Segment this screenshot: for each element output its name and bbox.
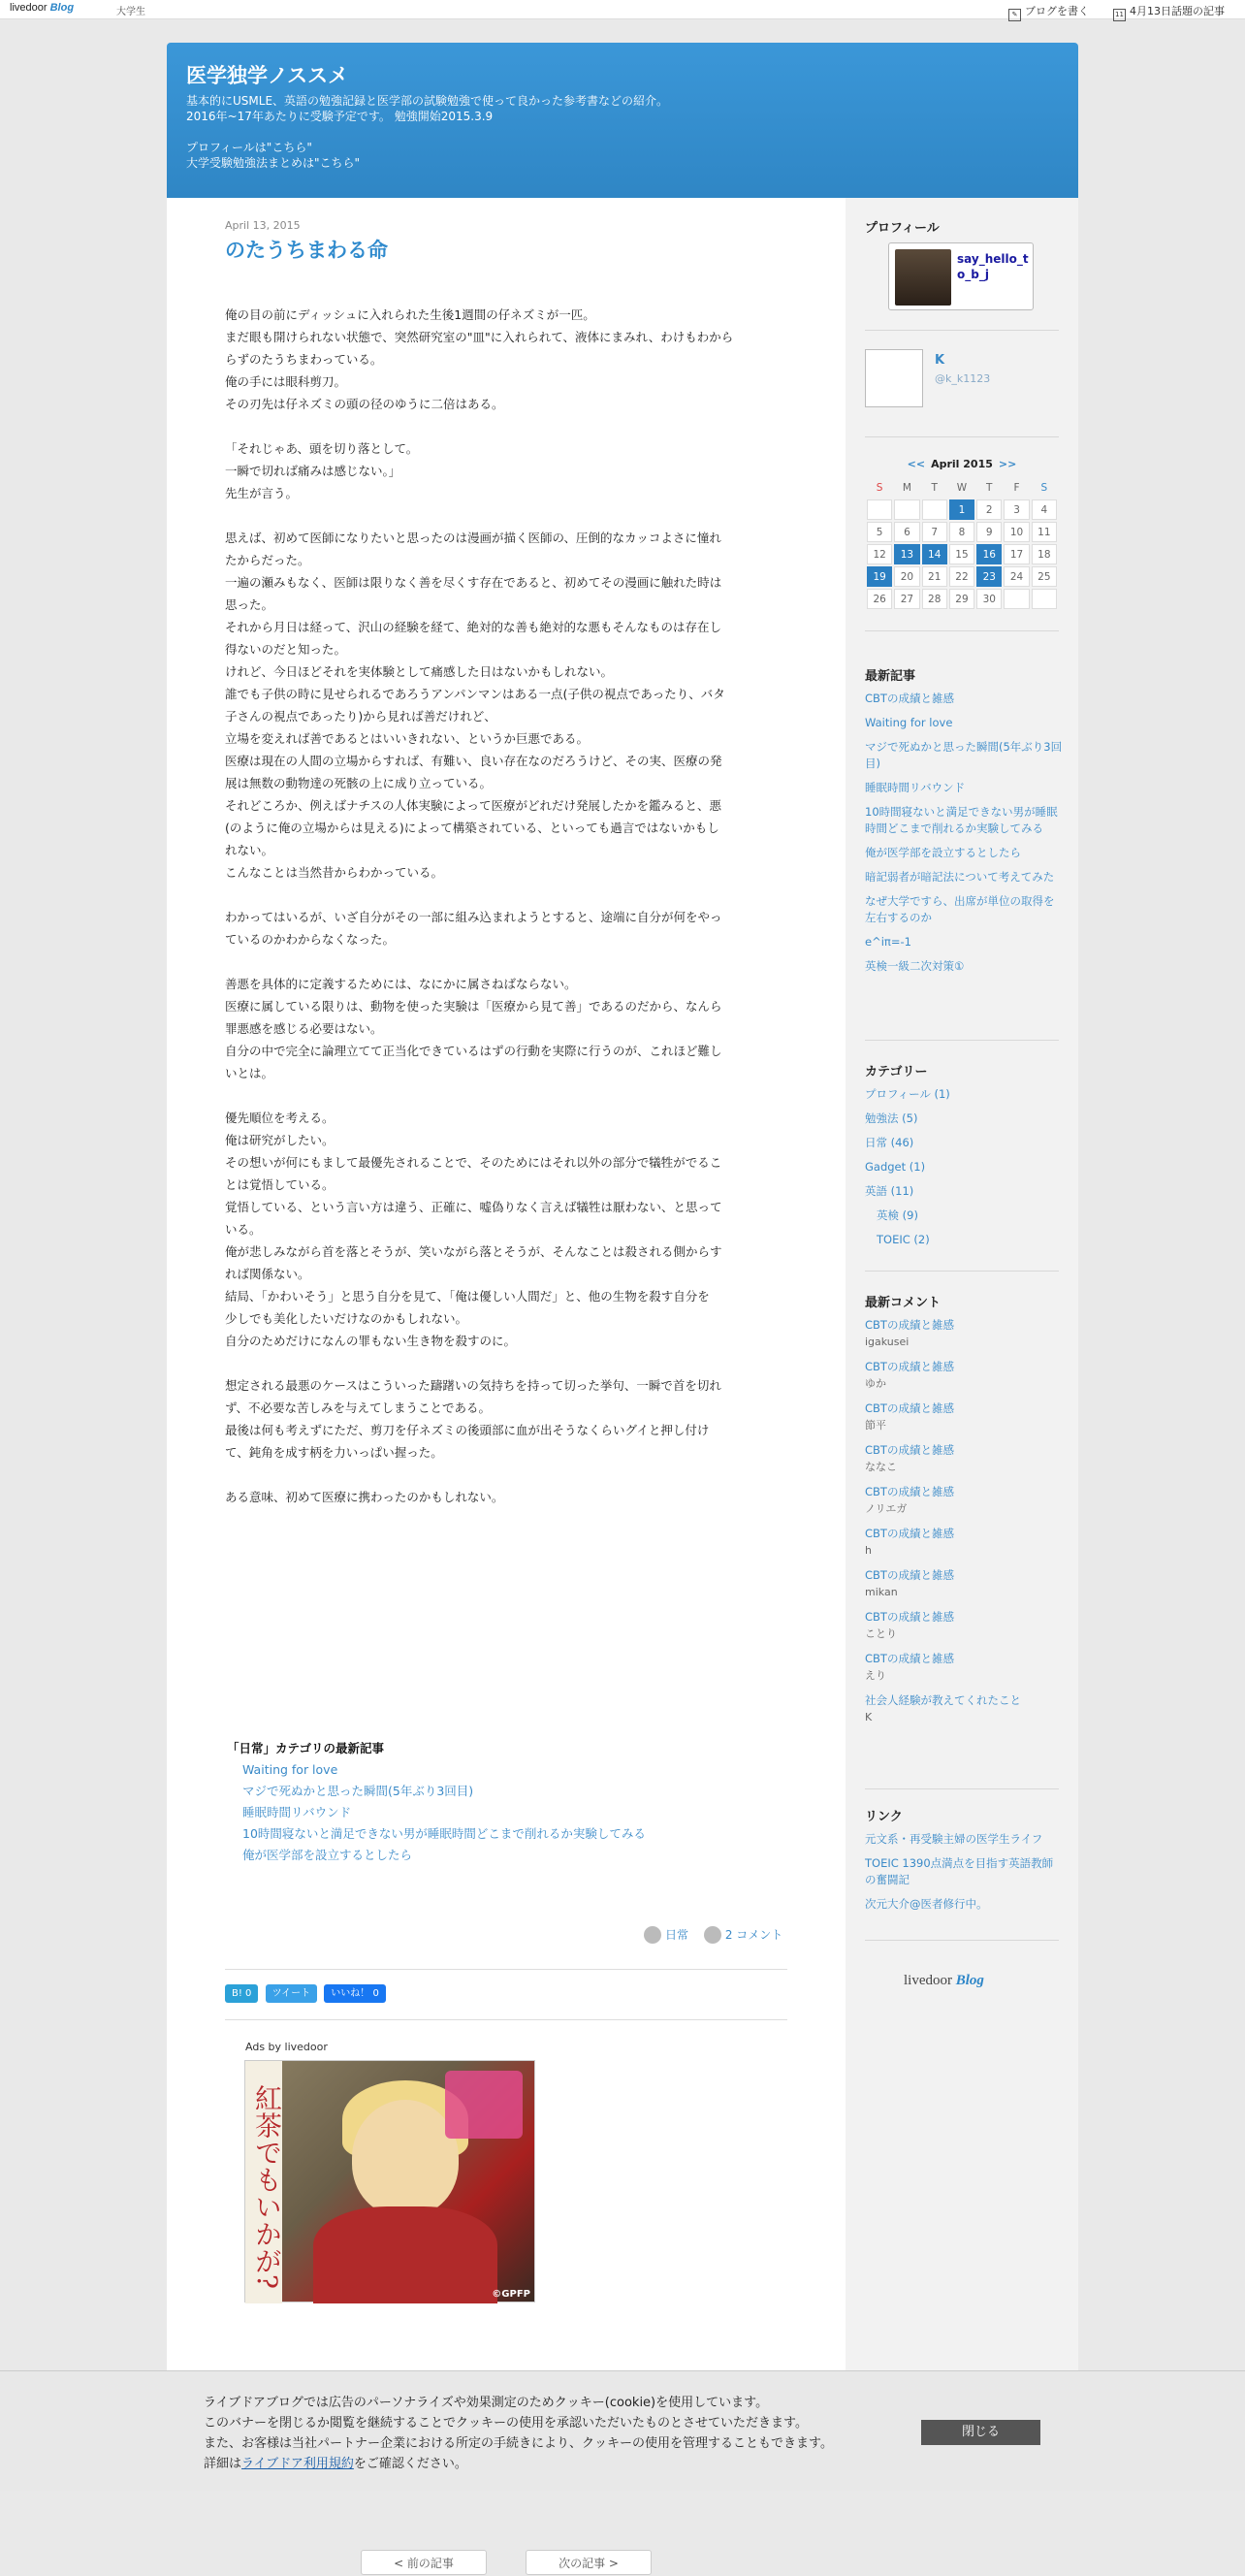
calendar-day: 2: [976, 499, 1002, 520]
divider: [225, 1969, 787, 1970]
calendar-prev-month[interactable]: <<: [907, 458, 926, 470]
post-title[interactable]: のたうちまわる命: [225, 239, 388, 262]
comment-post-link[interactable]: CBTの成績と雑感: [865, 1610, 954, 1624]
post-date: April 13, 2015: [225, 219, 301, 232]
category-link[interactable]: 勉強法 (5): [865, 1111, 918, 1125]
social-buttons: [225, 1984, 390, 2003]
recent-post-link[interactable]: 睡眠時間リバウンド: [865, 781, 966, 794]
category-link[interactable]: TOEIC (2): [877, 1233, 930, 1246]
description-line[interactable]: 大学受験勉強法まとめは"こちら": [186, 156, 361, 170]
description-line: [186, 124, 1059, 140]
calendar-day: 27: [894, 589, 919, 609]
calendar-empty: [1004, 589, 1029, 609]
category-link[interactable]: 日常: [665, 1928, 689, 1942]
comment-item: [865, 1317, 1064, 1350]
calendar-day-header: T: [931, 481, 938, 494]
calendar-day: 18: [1032, 544, 1057, 564]
calendar-icon: 11: [1113, 9, 1126, 21]
comment-post-link[interactable]: CBTの成績と雑感: [865, 1568, 954, 1582]
comments-link[interactable]: 2 コメント: [724, 1928, 783, 1942]
comment-post-link[interactable]: CBTの成績と雑感: [865, 1443, 954, 1457]
body-line: れない。: [225, 843, 274, 857]
category-heading: カテゴリー: [865, 1065, 928, 1079]
top-bar: [0, 0, 1245, 19]
calendar-day: 28: [922, 589, 947, 609]
calendar-day: 9: [976, 522, 1002, 542]
ad-illustration-face: [352, 2100, 459, 2216]
comment-icon: [704, 1926, 721, 1944]
calendar-day: 8: [949, 522, 974, 542]
related-article-link[interactable]: Waiting for love: [242, 1762, 338, 1777]
calendar-day: 7: [922, 522, 947, 542]
body-line: 一瞬で切れば痛みは感じない。」: [225, 464, 401, 478]
comment-author: igakusei: [865, 1336, 910, 1348]
links-list: [865, 1831, 1064, 1920]
hatena-bookmark-button[interactable]: B! 0: [225, 1984, 258, 2003]
calendar-day: 5: [867, 522, 892, 542]
calendar-empty: [1032, 589, 1057, 609]
body-line: 優先順位を考える。: [225, 1111, 335, 1125]
body-line: [225, 415, 787, 437]
cookie-line: このバナーを閉じるか閲覧を継続することでクッキーの使用を承認いただいたものとさせていただきます。: [204, 2416, 808, 2431]
calendar-day: 6: [894, 522, 919, 542]
category-link[interactable]: 英検 (9): [877, 1208, 918, 1222]
body-line: (のように俺の立場からは見える)によって構築されている、といっても過言ではないかもし: [225, 821, 719, 835]
body-line: その想いが何にもまして最優先されることで、そのためにはそれ以外の部分で犠牲がでるこ: [225, 1155, 722, 1170]
recent-post-link[interactable]: CBTの成績と雑感: [865, 692, 954, 705]
ad-illustration-body: [313, 2206, 497, 2303]
calendar-day[interactable]: 14: [922, 544, 947, 564]
body-line: [225, 1084, 787, 1107]
calendar-next-month[interactable]: >>: [998, 458, 1017, 470]
recent-post-link[interactable]: 10時間寝ないと満足できない男が睡眠時間どこまで削れるか実験してみる: [865, 805, 1058, 835]
body-line: [225, 504, 787, 527]
calendar-day: 3: [1004, 499, 1029, 520]
body-line: それから月日は経って、沢山の経験を経て、絶対的な善も絶対的な悪もそんなものは存在し: [225, 620, 722, 634]
body-line: らずのたうちまわっている。: [225, 352, 383, 367]
calendar-grid: [865, 475, 1059, 611]
comment-item: [865, 1442, 1064, 1475]
body-line: 「それじゃあ、頭を切り落として。: [225, 441, 419, 456]
recent-post-link[interactable]: 英検一級二次対策①: [865, 959, 965, 973]
cookie-line: ライブドアブログでは広告のパーソナライズや効果測定のためクッキー(cookie)を使用しています。: [204, 2396, 769, 2410]
calendar-day: 4: [1032, 499, 1057, 520]
profile-heading: プロフィール: [865, 221, 940, 236]
comment-item: [865, 1567, 1064, 1600]
profile-card[interactable]: [888, 242, 1034, 310]
comment-author: h: [865, 1544, 872, 1557]
ad-banner[interactable]: [244, 2060, 535, 2302]
comment-author: mikan: [865, 1586, 898, 1598]
ads-label: Ads by livedoor: [245, 2041, 328, 2053]
body-line: [225, 1352, 787, 1374]
comment-post-link[interactable]: CBTの成績と雑感: [865, 1485, 954, 1498]
comment-author: 節平: [865, 1419, 886, 1432]
user-name[interactable]: K: [935, 353, 945, 368]
next-post-button[interactable]: 次の記事 >: [526, 2550, 652, 2575]
body-line: ず、不必要な苦しみを与えてしまうことである。: [225, 1401, 492, 1415]
divider: [865, 1271, 1059, 1272]
body-line: 少しでも美化したいだけなのかもしれない。: [225, 1311, 468, 1326]
body-line: 最後は何も考えずにただ、剪刀を仔ネズミの後頭部に血が出そうなくらいグイと押し付け: [225, 1423, 710, 1437]
write-blog-link[interactable]: ✎ ブログを書く: [1008, 3, 1089, 21]
related-article-link[interactable]: 俺が医学部を設立するとしたら: [242, 1848, 413, 1862]
body-line: 医療は現在の人間の立場からすれば、有難い、良い存在なのだろうけど、その実、医療の発: [225, 754, 722, 768]
comment-item: [865, 1359, 1064, 1392]
livedoor-logo[interactable]: livedoor Blog: [10, 2, 75, 14]
links-heading: リンク: [865, 1810, 903, 1824]
calendar-day: 17: [1004, 544, 1029, 564]
calendar-day: 25: [1032, 566, 1057, 587]
blog-header: [167, 43, 1078, 198]
calendar-empty: [922, 499, 947, 520]
category-link[interactable]: プロフィール (1): [865, 1087, 950, 1101]
body-line: 善悪を具体的に定義するためには、なにかに属さねばならない。: [225, 977, 577, 991]
body-line: いる。: [225, 1222, 262, 1237]
body-line: [225, 950, 787, 973]
divider: [865, 630, 1059, 631]
body-line: て、鈍角を成す柄を力いっぱい握った。: [225, 1445, 443, 1460]
recent-post-link[interactable]: マジで死ぬかと思った瞬間(5年ぶり3回目): [865, 740, 1063, 770]
body-line: わかってはいるが、いざ自分がその一部に組み込まれようとすると、途端に自分が何をやっ: [225, 910, 722, 924]
body-line: 想定される最悪のケースはこういった躊躇いの気持ちを持って切った挙句、一瞬で首を切れ: [225, 1378, 721, 1393]
divider: [225, 2019, 787, 2020]
recent-posts-list: [865, 691, 1064, 982]
related-articles: [227, 1738, 646, 1866]
external-link[interactable]: 元文系・再受験主婦の医学生ライフ: [865, 1832, 1043, 1846]
body-line: けれど、今日ほどそれを実体験として痛感した日はないかもしれない。: [225, 664, 614, 679]
body-line: 思えば、初めて医師になりたいと思ったのは漫画が描く医師の、圧倒的なカッコよさに憧れ: [225, 531, 721, 545]
divider: [865, 1040, 1059, 1041]
calendar-day-header: W: [956, 481, 968, 494]
calendar-day: 22: [949, 566, 974, 587]
calendar-day: 21: [922, 566, 947, 587]
body-line: 自分の中で完全に論理立てて正当化できているはずの行動を実際に行うのが、これほど難し: [225, 1044, 722, 1058]
calendar-day: 26: [867, 589, 892, 609]
body-line: その刃先は仔ネズミの頭の径のゆうに二倍はある。: [225, 397, 504, 411]
comment-author: ノリエガ: [865, 1502, 908, 1515]
calendar-day: 20: [894, 566, 919, 587]
body-line: 誰でも子供の時に見せられるであろうアンパンマンはある一点(子供の視点であったり、バタ: [225, 687, 725, 701]
body-line: 思った。: [225, 597, 274, 612]
recent-post-link[interactable]: 暗記弱者が暗記法について考えてみた: [865, 870, 1055, 884]
ad-vertical-text: 紅茶でもいかが?: [245, 2061, 282, 2303]
calendar-day-header: S: [876, 481, 883, 494]
calendar-month: April 2015: [931, 458, 993, 470]
user-id[interactable]: @k_k1123: [935, 372, 991, 385]
external-link[interactable]: TOEIC 1390点満点を目指す英語教師の奮闘記: [865, 1856, 1054, 1886]
related-article-link[interactable]: 10時間寝ないと満足できない男が睡眠時間どこまで削れるか実験してみる: [242, 1826, 646, 1841]
calendar-day: 11: [1032, 522, 1057, 542]
body-line: 覚悟している、という言い方は違う、正確に、嘘偽りなく言えば犠牲は厭わない、と思って: [225, 1200, 722, 1214]
body-line: 結局、「かわいそう」と思う自分を見て、「俺は優しい人間だ」と、他の生物を殺す自分を: [225, 1289, 710, 1304]
sidebar: [846, 198, 1078, 2491]
recent-comments-heading: 最新コメント: [865, 1296, 942, 1310]
body-line: 俺の目の前にディッシュに入れられた生後1週間の仔ネズミが一匹。: [225, 307, 595, 322]
today-topics-link[interactable]: 11 4月13日話題の記事: [1113, 3, 1225, 21]
comment-item: [865, 1484, 1064, 1517]
user-avatar[interactable]: [865, 349, 923, 407]
facebook-like-button[interactable]: いいね！ 0: [324, 1984, 386, 2003]
body-line: 自分のためだけになんの罪もない生き物を殺すのに。: [225, 1334, 517, 1348]
recent-post-link[interactable]: なぜ大学ですら、出席が単位の取得を左右するのか: [865, 894, 1055, 924]
body-line: ある意味、初めて医療に携わったのかもしれない。: [225, 1490, 504, 1504]
body-line: 俺の手には眼科剪刀。: [225, 374, 347, 389]
body-line: 展は無数の動物達の死骸の上に成り立っている。: [225, 776, 493, 790]
category-link[interactable]: 日常 (46): [865, 1136, 914, 1149]
body-line: [225, 884, 787, 906]
comment-item: [865, 1401, 1064, 1433]
body-line: 一遍の瀬みもなく、医師は限りなく善を尽くす存在であると、初めてその漫画に触れた時は: [225, 575, 722, 590]
related-article-link[interactable]: 睡眠時間リバウンド: [242, 1805, 352, 1819]
terms-link[interactable]: ライブドア利用規約: [241, 2457, 354, 2471]
cookie-text: ライブドアブログでは広告のパーソナライズや効果測定のためクッキー(cookie)を使用しています。 このバナーを閉じるか閲覧を継続することでクッキーの使用を承認いただいたものとさせていただきます。 また、お客様は当社パートナー企業における所定の手続きにより、クッキーの使用を管理することもできます。 詳細はライブドア利用規約をご確認ください。: [204, 2393, 833, 2474]
body-line: 俺は研究がしたい。: [225, 1133, 335, 1147]
livedoor-blog-logo[interactable]: livedoor Blog: [904, 1973, 984, 1988]
body-line: たからだった。: [225, 553, 310, 567]
body-line: 立場を変えれば善であるとはいいきれない、というか巨悪である。: [225, 731, 590, 746]
calendar-day[interactable]: 16: [976, 544, 1002, 564]
blog-name-link[interactable]: 大学生: [116, 7, 145, 17]
calendar-day: 10: [1004, 522, 1029, 542]
description-line: 2016年~17年あたりに受験予定です。 勉強開始2015.3.9: [186, 110, 494, 123]
body-line: [225, 1464, 787, 1486]
calendar-day: 29: [949, 589, 974, 609]
calendar-day-header: S: [1040, 481, 1048, 494]
body-line: 子さんの視点であったり)から見れば善だけれど、: [225, 709, 496, 724]
ad-logo-badge: [445, 2071, 523, 2139]
recent-post-link[interactable]: 俺が医学部を設立するとしたら: [865, 846, 1021, 859]
post-body: [225, 304, 787, 1508]
calendar-day-header: T: [986, 481, 993, 494]
recent-comments-list: [865, 1317, 1064, 1734]
comment-post-link[interactable]: 社会人経験が教えてくれたこと: [865, 1693, 1021, 1707]
close-cookie-button[interactable]: 閉じる: [921, 2420, 1040, 2445]
description-line: 基本的にUSMLE、英語の勉強記録と医学部の試験勉強で使って良かった参考書などの紹介。: [186, 94, 669, 108]
calendar-day[interactable]: 19: [867, 566, 892, 587]
folder-icon: [644, 1926, 661, 1944]
body-line: 医療に属している限りは、動物を使った実験は「医療から見て善」であるのだから、なんら: [225, 999, 722, 1014]
comment-author: ことり: [865, 1627, 897, 1640]
comment-post-link[interactable]: CBTの成績と雑感: [865, 1652, 954, 1665]
body-line: 先生が言う。: [225, 486, 299, 500]
comment-author: ななこ: [865, 1461, 897, 1473]
body-line: れば関係ない。: [225, 1267, 310, 1281]
body-line: 罪悪感を感じる必要はない。: [225, 1021, 383, 1036]
divider: [865, 1788, 1059, 1789]
cookie-banner: [0, 2370, 1245, 2491]
calendar-day: 24: [1004, 566, 1029, 587]
calendar-day[interactable]: 13: [894, 544, 919, 564]
comment-post-link[interactable]: CBTの成績と雑感: [865, 1318, 954, 1332]
calendar-day-header: F: [1013, 481, 1020, 494]
recent-posts-heading: 最新記事: [865, 669, 916, 684]
profile-avatar: [895, 249, 951, 306]
recent-post-link[interactable]: Waiting for love: [865, 716, 953, 729]
related-heading: 「日常」カテゴリの最新記事: [227, 1741, 385, 1755]
external-link[interactable]: 次元大介@医者修行中。: [865, 1897, 988, 1911]
comment-post-link[interactable]: CBTの成績と雑感: [865, 1401, 954, 1415]
comment-post-link[interactable]: CBTの成績と雑感: [865, 1527, 954, 1540]
comment-post-link[interactable]: CBTの成績と雑感: [865, 1360, 954, 1373]
calendar-day: 12: [867, 544, 892, 564]
divider: [865, 330, 1059, 331]
recent-post-link[interactable]: e^iπ=-1: [865, 935, 911, 949]
divider: [865, 1940, 1059, 1941]
prev-post-button[interactable]: < 前の記事: [361, 2550, 487, 2575]
calendar-day[interactable]: 23: [976, 566, 1002, 587]
calendar-day: 30: [976, 589, 1002, 609]
comment-item: [865, 1609, 1064, 1642]
category-link[interactable]: Gadget (1): [865, 1160, 926, 1174]
blog-title[interactable]: 医学独学ノススメ: [186, 64, 349, 87]
body-line: それどころか、例えばナチスの人体実験によって医療がどれだけ発展したかを鑑みると、悪: [225, 798, 722, 813]
calendar: [865, 458, 1059, 611]
ad-copyright: ©GPFP: [492, 2289, 530, 2300]
calendar-day[interactable]: 1: [949, 499, 974, 520]
comment-author: K: [865, 1711, 873, 1723]
comment-item: [865, 1651, 1064, 1684]
divider: [865, 436, 1059, 437]
main-content: [167, 198, 846, 2570]
category-link[interactable]: 英語 (11): [865, 1184, 914, 1198]
body-line: いとは。: [225, 1066, 274, 1080]
comment-author: ゆか: [865, 1377, 886, 1390]
blog-description: [186, 93, 1059, 171]
body-line: ているのかわからなくなった。: [225, 932, 396, 947]
comment-item: [865, 1692, 1064, 1725]
calendar-day-header: M: [902, 481, 911, 494]
body-line: こんなことは当然昔からわかっている。: [225, 865, 444, 880]
calendar-empty: [894, 499, 919, 520]
body-line: まだ眼も開けられない状態で、突然研究室の"皿"に入れられて、液体にまみれ、わけもわから: [225, 330, 734, 344]
category-list: [865, 1086, 950, 1256]
comment-author: えり: [865, 1669, 886, 1682]
calendar-day: 15: [949, 544, 974, 564]
calendar-empty: [867, 499, 892, 520]
profile-name[interactable]: say_hello_to_b_j: [957, 252, 1029, 281]
body-line: 俺が悲しみながら首を落とそうが、笑いながら落とそうが、そんなことは殺される側からす: [225, 1244, 722, 1259]
description-line[interactable]: プロフィールは"こちら": [186, 141, 312, 154]
post-meta: [632, 1926, 846, 1944]
comment-item: [865, 1526, 1064, 1559]
body-line: 得ないのだと知った。: [225, 642, 347, 657]
related-article-link[interactable]: マジで死ぬかと思った瞬間(5年ぶり3回目): [242, 1784, 474, 1798]
pencil-icon: ✎: [1008, 9, 1021, 21]
cookie-line: また、お客様は当社パートナー企業における所定の手続きにより、クッキーの使用を管理することもできます。: [204, 2436, 833, 2451]
body-line: とは覚悟している。: [225, 1177, 335, 1192]
tweet-button[interactable]: ツイート: [266, 1984, 318, 2003]
